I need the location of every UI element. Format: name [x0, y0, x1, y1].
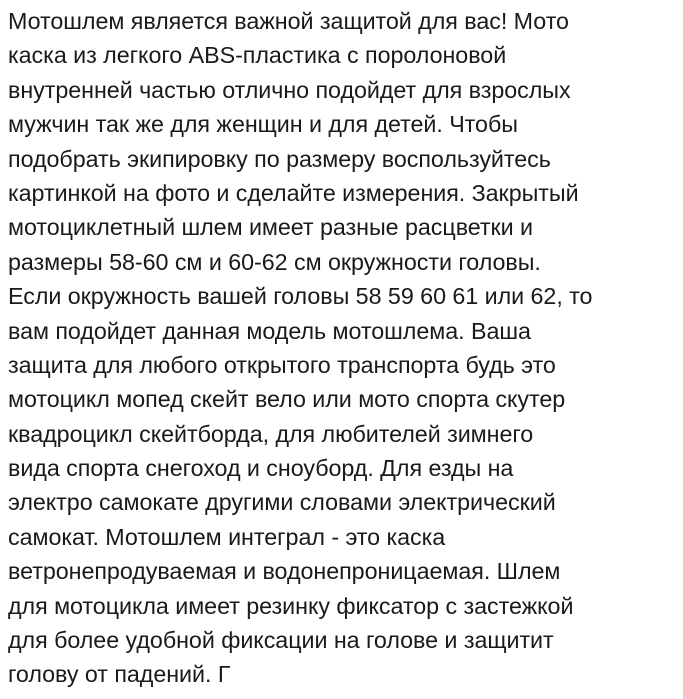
description-line: ветронепродуваемая и водонепроницаемая. Шлем: [8, 558, 561, 585]
description-line: Мотошлем является важной защитой для вас! Мото: [8, 8, 569, 34]
description-line: вам подойдет данная модель мотошлема. Ваша: [8, 317, 531, 344]
description-line: размеры 58-60 см и 60-62 см окружности головы.: [8, 248, 541, 275]
description-line: подобрать экипировку по размеру воспользуйтесь: [8, 145, 551, 172]
product-description: [8, 4, 680, 692]
description-line: мотоциклетный шлем имеет разные расцветки и: [8, 214, 534, 241]
description-line: внутренней частью отлично подойдет для взрослых: [8, 76, 571, 103]
description-line: вида спорта снегоход и сноуборд. Для езды на: [8, 455, 514, 482]
description-line: мужчин так же для женщин и для детей. Чтобы: [8, 111, 518, 138]
description-line: голову от падений. Г: [8, 661, 231, 688]
description-line: картинкой на фото и сделайте измерения. Закрытый: [8, 179, 579, 206]
description-line: электро самокате другими словами электрический: [8, 489, 556, 516]
description-line: каска из легкого ABS-пластика с поролоновой: [8, 42, 507, 69]
description-line: защита для любого открытого транспорта будь это: [8, 351, 556, 378]
description-line: для более удобной фиксации на голове и защитит: [8, 627, 554, 654]
description-line: мотоцикл мопед скейт вело или мото спорта скутер: [8, 386, 566, 413]
description-line: квадроцикл скейтборда, для любителей зимнего: [8, 420, 534, 447]
description-line: для мотоцикла имеет резинку фиксатор с застежкой: [8, 592, 574, 619]
description-line: Если окружность вашей головы 58 59 60 61 или 62, то: [8, 283, 593, 310]
description-line: самокат. Мотошлем интеграл - это каска: [8, 523, 446, 550]
